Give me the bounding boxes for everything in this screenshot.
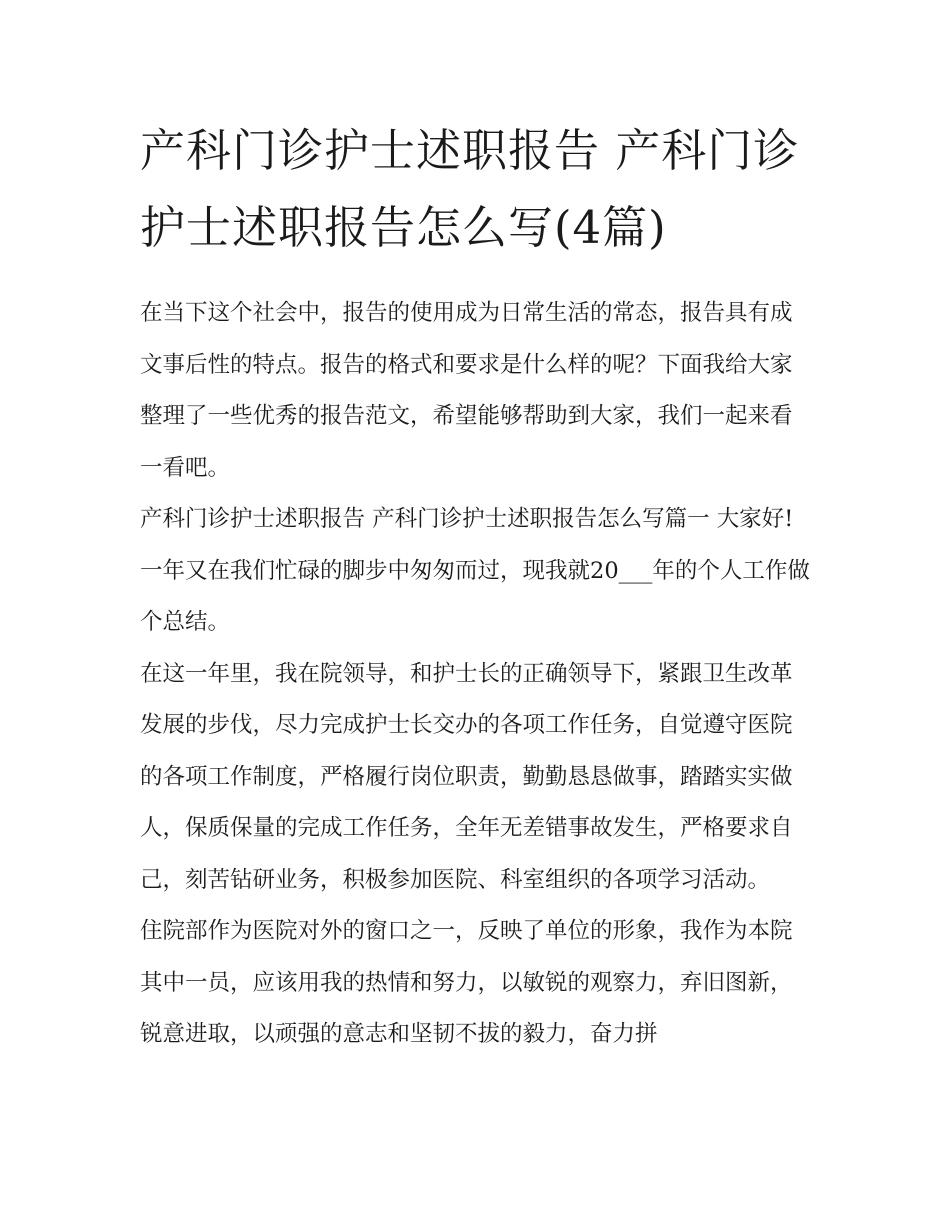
- paragraph-intro: 在当下这个社会中，报告的使用成为日常生活的常态，报告具有成文事后性的特点。报告的格式和要求是什么样的呢？下面我给大家整理了一些优秀的报告范文，希望能够帮助到大家，我们一起来看一看吧。: [140, 300, 793, 481]
- paragraph-work-summary: 在这一年里，我在院领导，和护士长的正确领导下，紧跟卫生改革发展的步伐，尽力完成护士长交办的各项工作任务，自觉遵守医院的各项工作制度，严格履行岗位职责，勤勤恳恳做事，踏踏实实做人，保质保量的完成工作任务，全年无差错事故发生，严格要求自己，刻苦钻研业务，积极参加医院、科室组织的各项学习活动。: [140, 660, 793, 893]
- paragraph-inpatient-department: 住院部作为医院对外的窗口之一，反映了单位的形象，我作为本院其中一员，应该用我的热情和努力，以敏锐的观察力，弃旧图新，锐意进取，以顽强的意志和坚韧不拔的毅力，奋力拼: [140, 918, 793, 1047]
- paragraph-opening: 产科门诊护士述职报告 产科门诊护士述职报告怎么写篇一 大家好! 一年又在我们忙碌的脚步中匆匆而过，现我就20___年的个人工作做个总结。: [140, 506, 810, 635]
- document-title: 产科门诊护士述职报告 产科门诊护士述职报告怎么写(4篇): [140, 124, 800, 254]
